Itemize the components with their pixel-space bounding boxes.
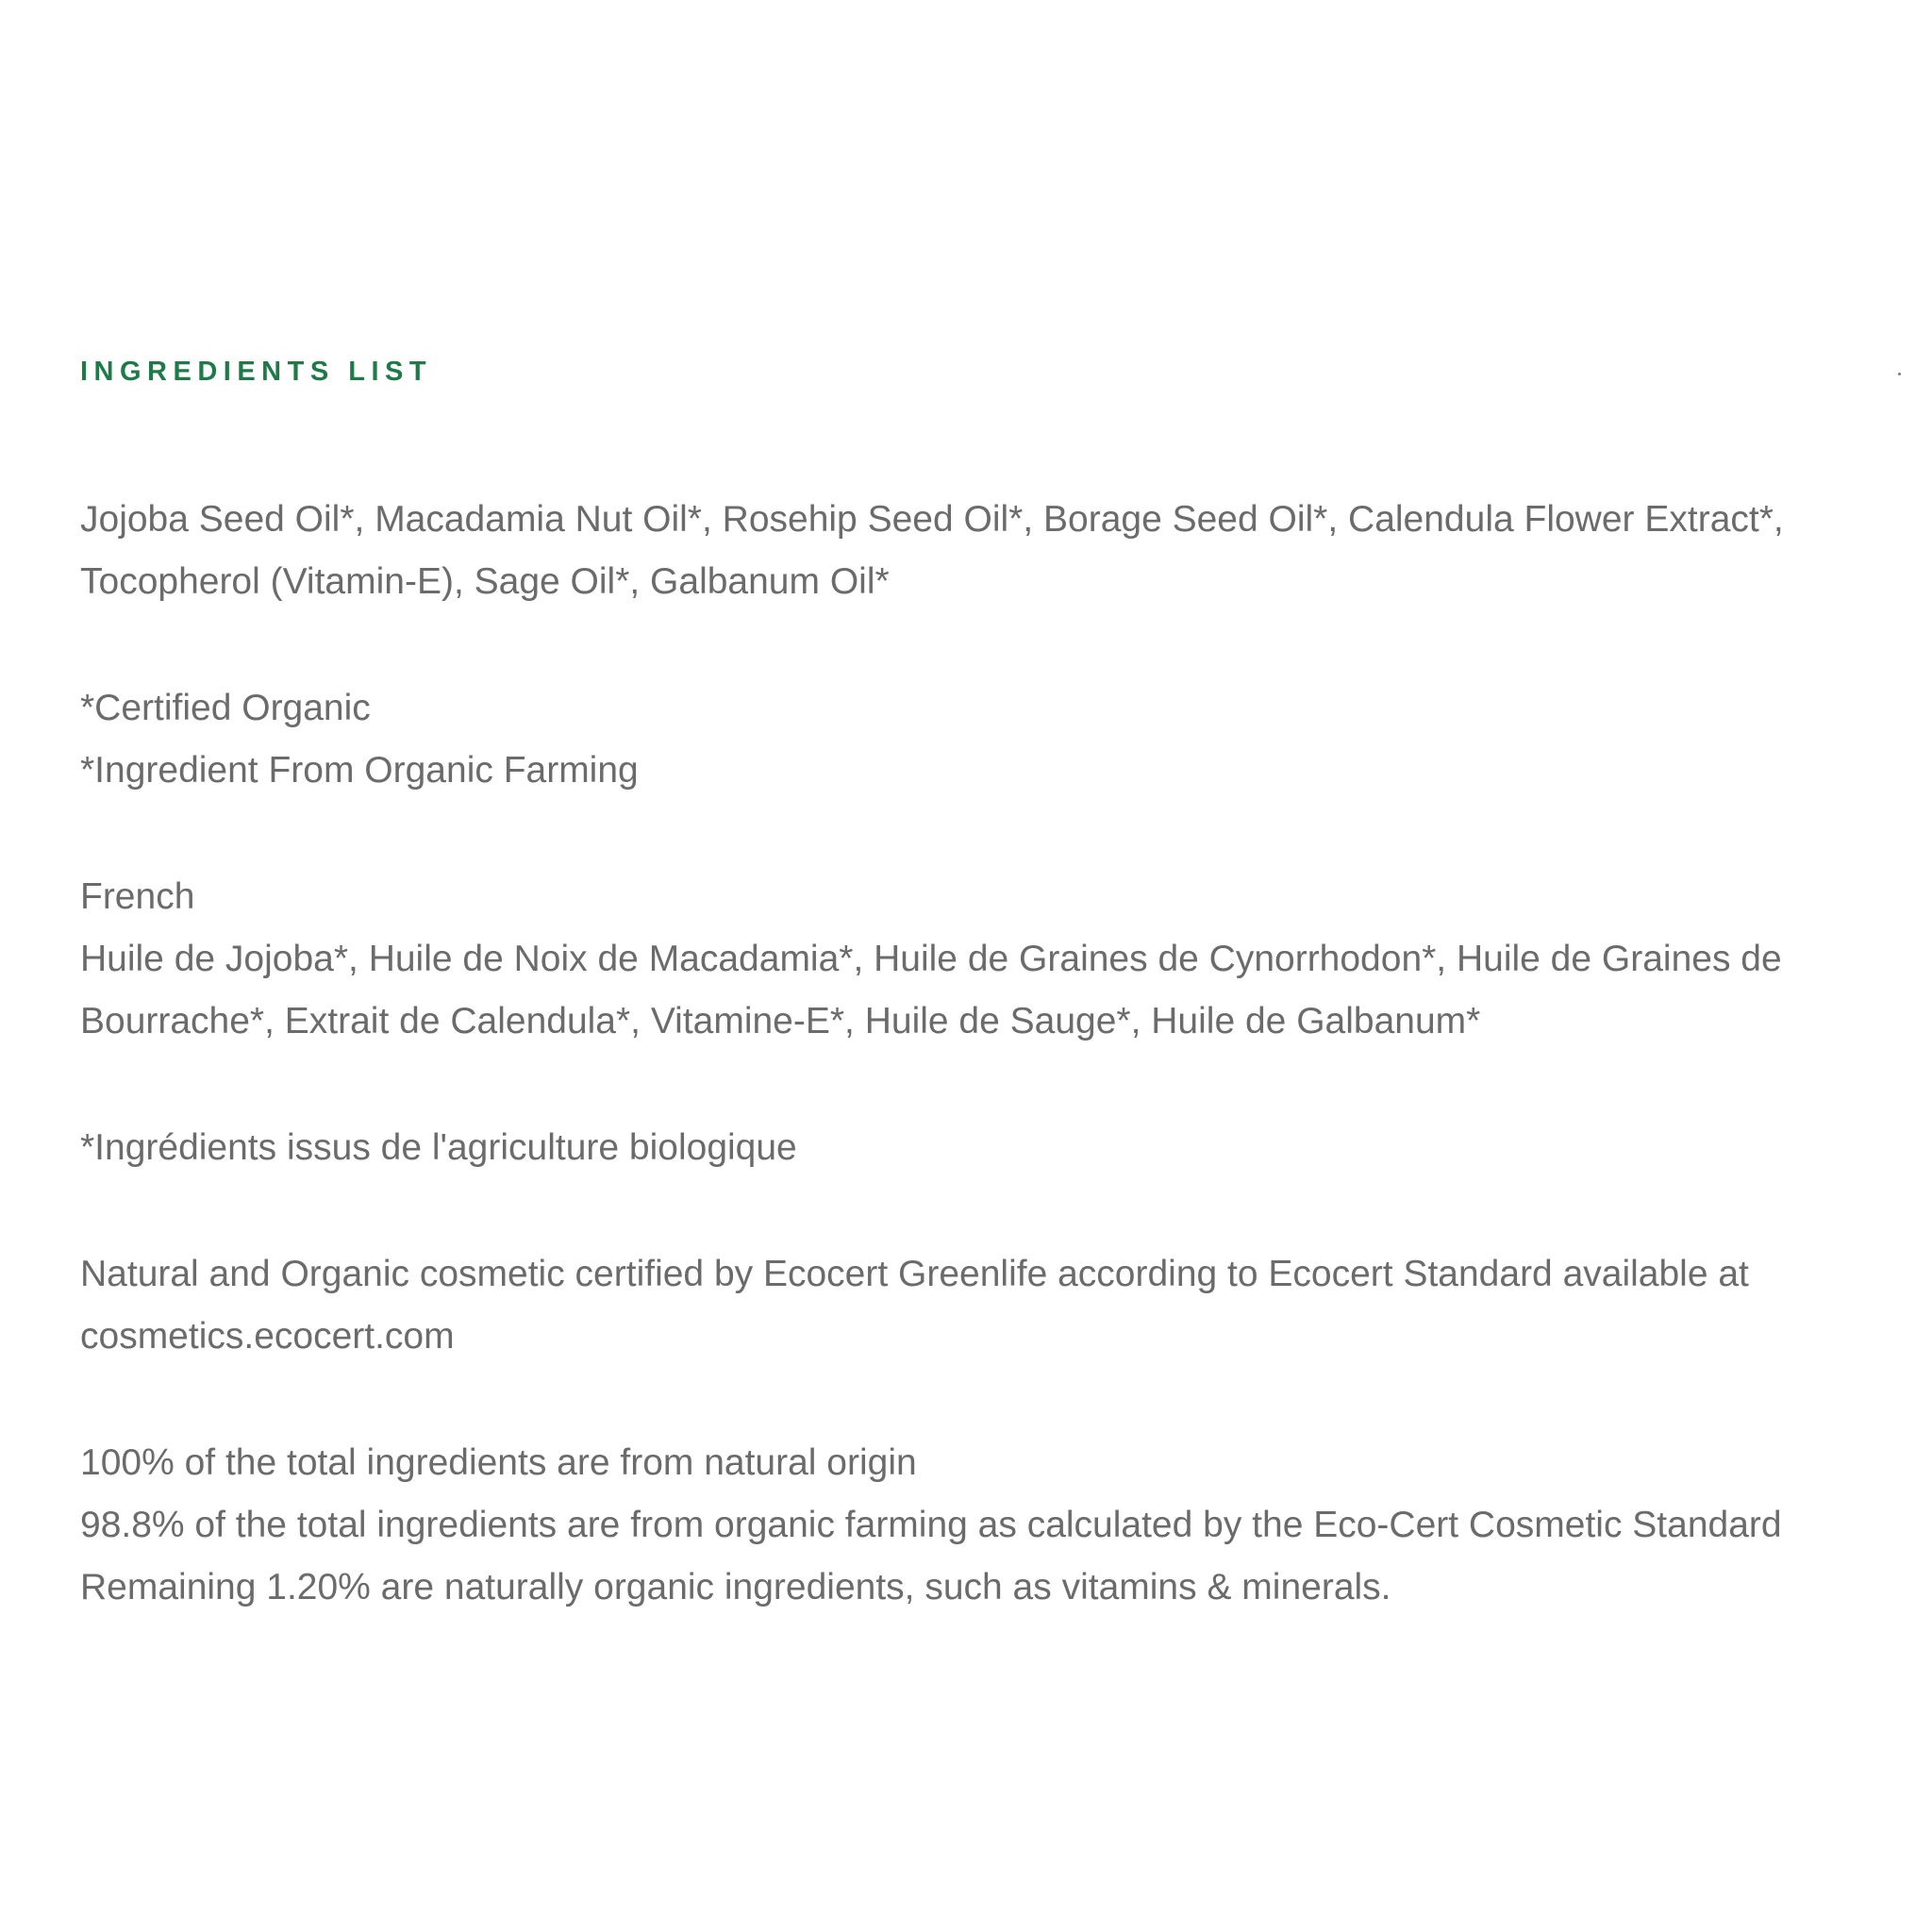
origin-percentages [80, 1432, 1901, 1619]
organic-notes-english [80, 677, 1901, 802]
french-heading: French [80, 876, 195, 917]
spacer [80, 802, 1901, 866]
ingredients-english [80, 489, 1901, 613]
organic-farming-percentage: 98.8% of the total ingredients are from organic farming as calculated by the Eco-Cert Cosmetic Standard [80, 1505, 1782, 1545]
natural-origin-percentage: 100% of the total ingredients are from natural origin [80, 1442, 917, 1483]
certified-organic-note: *Certified Organic [80, 688, 371, 728]
certification-statement [80, 1243, 1901, 1368]
spacer [80, 392, 1901, 489]
french-organic-note: *Ingrédients issus de l'agriculture biologique [80, 1127, 797, 1168]
ingredients-section [80, 351, 1901, 1619]
organic-note-french [80, 1117, 1901, 1179]
remaining-percentage: Remaining 1.20% are naturally organic ingredients, such as vitamins & minerals. [80, 1567, 1391, 1607]
ingredients-english-line-2: Tocopherol (Vitamin-E), Sage Oil*, Galbanum Oil* [80, 561, 890, 602]
ingredients-french-line-2: Bourrache*, Extrait de Calendula*, Vitamine-E*, Huile de Sauge*, Huile de Galbanum* [80, 1001, 1481, 1041]
certification-line-1: Natural and Organic cosmetic certified by Ecocert Greenlife according to Ecocert Standard available at [80, 1254, 1749, 1294]
ingredients-french [80, 866, 1901, 1053]
certification-line-2: cosmetics.ecocert.com [80, 1316, 455, 1357]
spacer [80, 613, 1901, 677]
section-title: INGREDIENTS LIST [80, 357, 433, 387]
ingredients-french-line-1: Huile de Jojoba*, Huile de Noix de Macadamia*, Huile de Graines de Cynorrhodon*, Huile de Graines de [80, 939, 1782, 979]
spacer [80, 1179, 1901, 1243]
spacer [80, 1053, 1901, 1117]
spacer [80, 1368, 1901, 1432]
ingredients-english-line-1: Jojoba Seed Oil*, Macadamia Nut Oil*, Rosehip Seed Oil*, Borage Seed Oil*, Calendula Flower Extract*, [80, 499, 1784, 540]
organic-farming-note: *Ingredient From Organic Farming [80, 750, 639, 791]
